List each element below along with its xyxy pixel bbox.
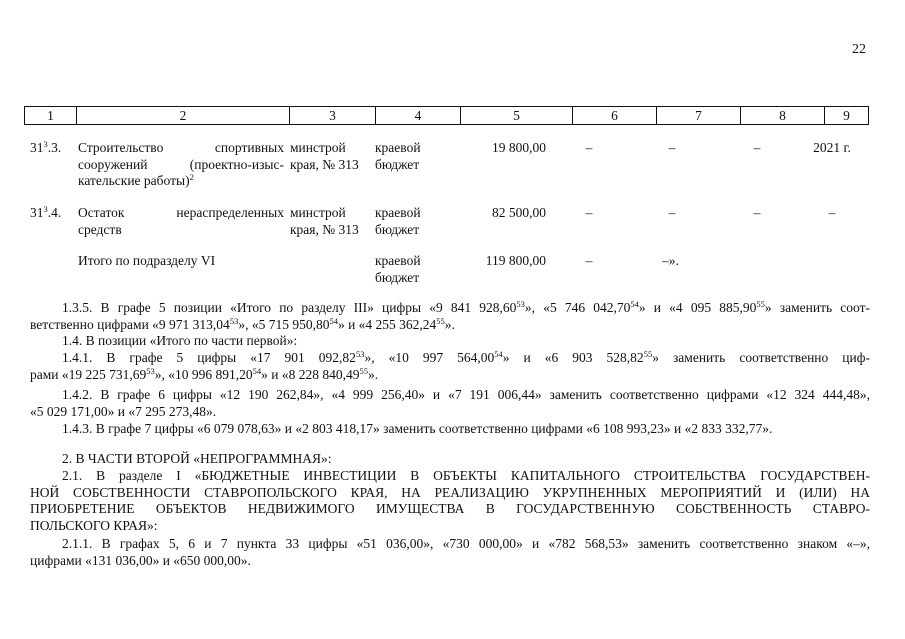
row-col6-value: – [585,140,593,155]
header-col-2: 2 [77,107,290,124]
row-funding-source: краевой бюджет [375,205,421,237]
row-col9-value: – [828,205,836,220]
row-col8-value: – [753,140,761,155]
row-name: Остаток нераспределенных средств [78,205,284,237]
row-funding-source: краевой бюджет [375,253,421,285]
row-organization: минстрой края, № 313 [290,205,359,237]
header-col-6: 6 [573,107,657,124]
row-col5-value: 119 800,00 [485,253,546,268]
row-col7-value: – [668,140,676,155]
header-col-1: 1 [25,107,77,124]
row-col6-value: – [585,253,593,268]
paragraph-1-4-2: 1.4.2. В графе 6 цифры «12 190 262,84», «4 999 256,40» и «7 191 006,44» заменить соответственно цифрами «12 324 444,48», «5 029 171,00» и «7 295 273,48». [30,387,870,419]
paragraph-1-4-3: 1.4.3. В графе 7 цифры «6 079 078,63» и «2 803 418,17» заменить соответственно цифрами «6 108 993,23» и «2 833 332,77». [62,421,773,436]
row-number: $31^3.4$. [30,204,62,220]
header-col-3: 3 [290,107,376,124]
row-col5-value: 82 500,00 [492,205,546,220]
row-col7-value: – [668,205,676,220]
paragraph-1-3-5: 1.3.5. В графе 5 позиции «Итого по разделу III» цифры «9 841 928,60$^{53}$», «5 746 042,70$^{54}$» и «4 095 885,90$^{55}$» заменить соот- ветственно цифрами «9 971 313,04$^{53}$», «5 715 950,80$^{54}$» и «4 255 362,24$^{55}$». [30,299,870,332]
header-col-4: 4 [376,107,461,124]
row-name: Строительство спортивных сооружений (проектно-изыс- кательские работы)$^2$ [78,140,284,188]
row-funding-source: краевой бюджет [375,140,421,172]
row-number: $31^3.3$. [30,139,62,155]
header-col-5: 5 [461,107,573,124]
header-col-7: 7 [657,107,741,124]
paragraph-2-1-1: 2.1.1. В графах 5, 6 и 7 пункта 33 цифры «51 036,00», «730 000,00» и «782 568,53» заменить соответственно знаком «–», цифрами «131 036,00» и «650 000,00». [30,536,870,568]
row-name: Итого по подразделу VI [78,253,216,268]
paragraph-1-4-1: 1.4.1. В графе 5 цифры «17 901 092,82$^{53}$», «10 997 564,00$^{54}$» и «6 903 528,82$^{55}$» заменить соответственно циф- рами «19 225 731,69$^{53}$», «10 996 891,20$^{54}$» и «8 228 840,49$^{55}$». [30,349,870,382]
paragraph-2: 2. В ЧАСТИ ВТОРОЙ «НЕПРОГРАММНАЯ»: [62,451,332,466]
row-organization: минстрой края, № 313 [290,140,359,172]
paragraph-2-1: 2.1. В разделе I «БЮДЖЕТНЫЕ ИНВЕСТИЦИИ В ОБЪЕКТЫ КАПИТАЛЬНОГО СТРОИТЕЛЬСТВА ГОСУДАРСТВЕН- НОЙ СОБСТВЕННОСТИ СТАВРОПОЛЬСКОГО КРАЯ, НА РЕАЛИЗАЦИЮ УКРУПНЕННЫХ МЕРОПРИЯТИЙ И (ИЛИ) НА ПРИОБРЕТЕНИЕ ОБЪЕКТОВ НЕДВИЖИМОГО ИМУЩЕСТВА В ГОСУДАРСТВЕННУЮ СОБСТВЕННОСТЬ СТАВРО- ПОЛЬСКОГО КРАЯ»: [30,468,870,533]
row-col6-value: – [585,205,593,220]
header-col-8: 8 [741,107,825,124]
row-col7-value: –». [662,253,679,268]
row-col9-value: 2021 г. [813,140,851,155]
table-header-row [24,106,869,125]
paragraph-1-4: 1.4. В позиции «Итого по части первой»: [62,333,298,348]
row-col5-value: 19 800,00 [492,140,546,155]
page-number: 22 [852,42,866,57]
row-col8-value: – [753,205,761,220]
header-col-9: 9 [843,108,850,123]
